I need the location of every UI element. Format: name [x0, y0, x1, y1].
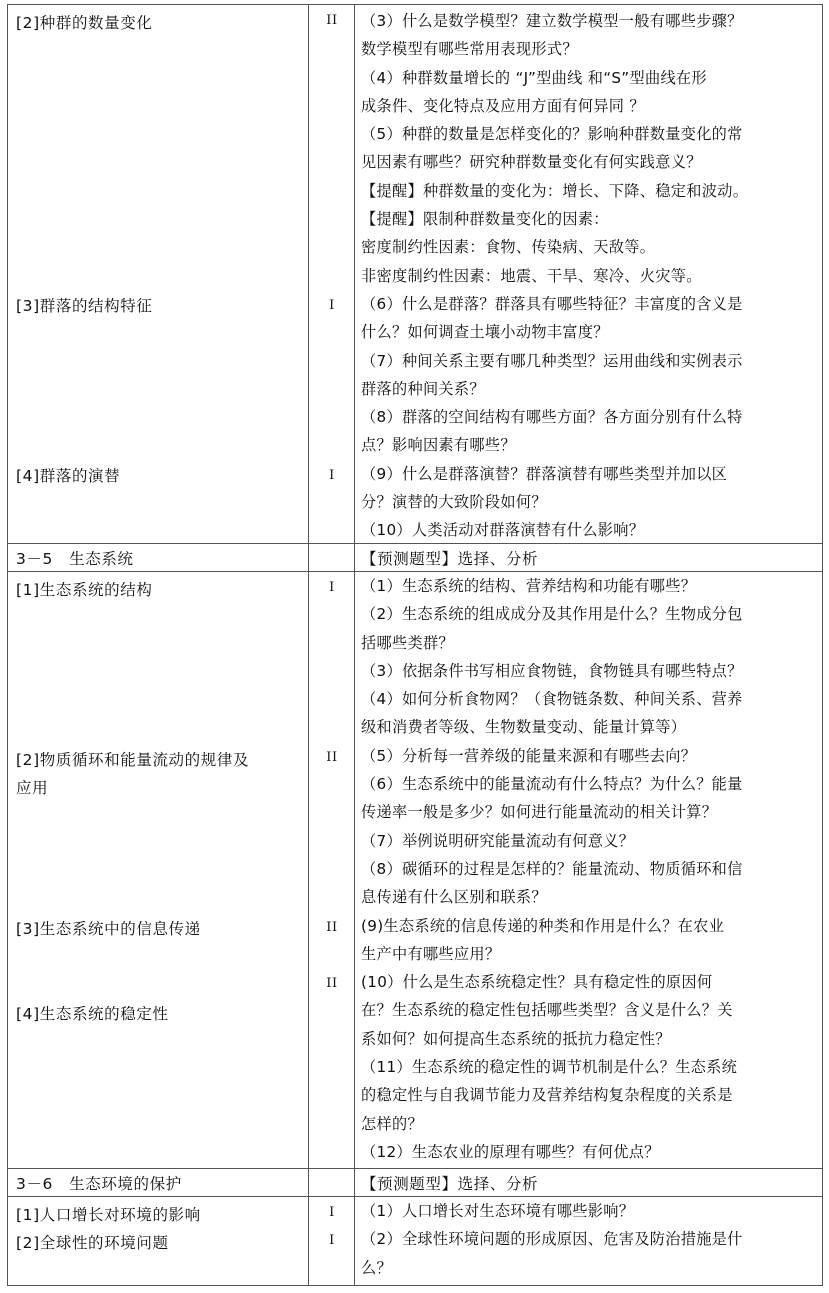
section-header-row — [8, 1169, 823, 1197]
topic-label: [1]生态系统的结构 — [16, 581, 153, 599]
question-line: 【提醒】种群数量的变化为：增长、下降、稳定和波动。 — [361, 181, 749, 200]
question-line: （6）生态系统中的能量流动有什么特点？为什么？能量 — [361, 775, 743, 794]
level-badge: II — [326, 750, 338, 765]
question-line: 【提醒】限制种群数量变化的因素： — [361, 210, 609, 229]
level-badge: I — [329, 1205, 335, 1220]
question-line: 系如何？如何提高生态系统的抵抗力稳定性？ — [361, 1029, 671, 1048]
question-line: 级和消费者等级、生物数量变动、能量计算等） — [361, 718, 687, 737]
question-line: （7）种间关系主要有哪几种类型？运用曲线和实例表示 — [361, 351, 743, 370]
question-line: 在？生态系统的稳定性包括哪些类型？含义是什么？关 — [361, 1001, 733, 1020]
question-line: （8）群落的空间结构有哪些方面？各方面分别有什么特 — [361, 408, 743, 427]
question-list — [361, 7, 819, 545]
section-title-cell — [8, 1169, 309, 1197]
question-line: 括哪些类群？ — [361, 633, 454, 652]
question-line: 密度制约性因素：食物、传染病、天敌等。 — [361, 238, 656, 257]
level-badge: I — [329, 580, 335, 595]
question-list — [361, 572, 819, 1166]
predict-cell — [355, 1169, 823, 1197]
predict-label: 【预测题型】选择、分析 — [361, 1175, 539, 1193]
topic-cell — [8, 572, 309, 1169]
question-line: （1）生态系统的结构、营养结构和功能有哪些？ — [361, 577, 697, 595]
level-badge: I — [329, 298, 335, 313]
predict-label: 【预测题型】选择、分析 — [361, 550, 539, 568]
question-line: （3）什么是数学模型？建立数学模型一般有哪些步骤？ — [361, 12, 743, 30]
table-row — [8, 5, 823, 544]
question-line: 什么？如何调查土壤小动物丰富度？ — [361, 323, 609, 342]
question-line: 非密度制约性因素：地震、干旱、寒冷、火灾等。 — [361, 266, 702, 285]
level-badge: II — [326, 976, 338, 991]
question-line: 息传递有什么区别和联系？ — [361, 888, 547, 907]
question-cell — [355, 5, 823, 544]
topic-label: [2]全球性的环境问题 — [16, 1234, 169, 1252]
question-line: （4）如何分析食物网？（食物链条数、种间关系、营养 — [361, 690, 743, 709]
question-line: （6）什么是群落？群落具有哪些特征？丰富度的含义是 — [361, 294, 743, 313]
question-line: （2）全球性环境问题的形成原因、危害及防治措施是什 — [361, 1230, 743, 1249]
topic-label: [2]物质循环和能量流动的规律及 — [16, 751, 250, 769]
level-badge: I — [329, 1233, 335, 1248]
table-row — [8, 1197, 823, 1286]
question-line: （5）分析每一营养级的能量来源和有哪些去向？ — [361, 746, 697, 765]
question-line: （2）生态系统的组成成分及其作用是什么？生物成分包 — [361, 605, 743, 624]
question-line: (9)生态系统的信息传递的种类和作用是什么？在农业 — [361, 916, 725, 935]
section-title: 3－6 生态环境的保护 — [16, 1175, 182, 1193]
question-line: （5）种群的数量是怎样变化的？影响种群数量变化的常 — [361, 125, 743, 144]
section-title-cell — [8, 544, 309, 572]
question-line: 么？ — [361, 1258, 392, 1277]
question-line: （7）举例说明研究能量流动有何意义？ — [361, 831, 635, 850]
level-cell — [309, 1169, 355, 1197]
topic-label: [3]生态系统中的信息传递 — [16, 920, 201, 938]
topic-label: [1]人口增长对环境的影响 — [16, 1206, 201, 1224]
predict-cell — [355, 544, 823, 572]
question-line: 成条件、变化特点及应用方面有何异同 ？ — [361, 96, 645, 115]
outline-table — [7, 4, 823, 1286]
question-line: 分？演替的大致阶段如何？ — [361, 493, 547, 512]
question-line: 的稳定性与自我调节能力及营养结构复杂程度的关系是 — [361, 1086, 733, 1105]
topic-label: [2]种群的数量变化 — [16, 14, 153, 32]
question-line: （1）人口增长对生态环境有哪些影响？ — [361, 1202, 635, 1220]
question-line: （9）什么是群落演替？群落演替有哪些类型并加以区 — [361, 464, 728, 483]
question-line: （11）生态系统的稳定性的调节机制是什么？生态系统 — [361, 1058, 738, 1077]
topic-cell — [8, 1197, 309, 1286]
question-line: 怎样的？ — [361, 1114, 423, 1133]
question-line: (10）什么是生态系统稳定性？具有稳定性的原因何 — [361, 973, 713, 992]
topic-label: [3]群落的结构特征 — [16, 297, 153, 315]
question-line: 点？影响因素有哪些？ — [361, 436, 516, 455]
level-cell — [309, 544, 355, 572]
level-cell — [309, 5, 355, 544]
question-line: （8）碳循环的过程是怎样的？能量流动、物质循环和信 — [361, 859, 743, 878]
question-line: （4）种群数量增长的 “J”型曲线 和“S”型曲线在形 — [361, 68, 707, 87]
topic-cell — [8, 5, 309, 544]
topic-label: 应用 — [16, 779, 49, 797]
question-cell — [355, 1197, 823, 1286]
question-line: （12）生态农业的原理有哪些？有何优点？ — [361, 1142, 660, 1161]
section-header-row — [8, 544, 823, 572]
question-line: 数学模型有哪些常用表现形式？ — [361, 40, 578, 59]
question-line: （3）依据条件书写相应食物链，食物链具有哪些特点？ — [361, 661, 743, 680]
question-line: （10）人类活动对群落演替有什么影响？ — [361, 521, 645, 540]
question-cell — [355, 572, 823, 1169]
level-badge: II — [326, 920, 338, 935]
section-title: 3－5 生态系统 — [16, 550, 134, 568]
question-line: 见因素有哪些？研究种群数量变化有何实践意义？ — [361, 153, 702, 172]
topic-label: [4]生态系统的稳定性 — [16, 1005, 169, 1023]
level-badge: II — [326, 13, 338, 28]
question-line: 传递率一般是多少？如何进行能量流动的相关计算？ — [361, 803, 718, 822]
question-list — [361, 1197, 819, 1282]
level-cell — [309, 572, 355, 1169]
level-cell — [309, 1197, 355, 1286]
question-line: 生产中有哪些应用？ — [361, 944, 501, 963]
topic-label: [4]群落的演替 — [16, 467, 121, 485]
table-row — [8, 572, 823, 1169]
question-line: 群落的种间关系？ — [361, 379, 485, 398]
level-badge: I — [329, 468, 335, 483]
